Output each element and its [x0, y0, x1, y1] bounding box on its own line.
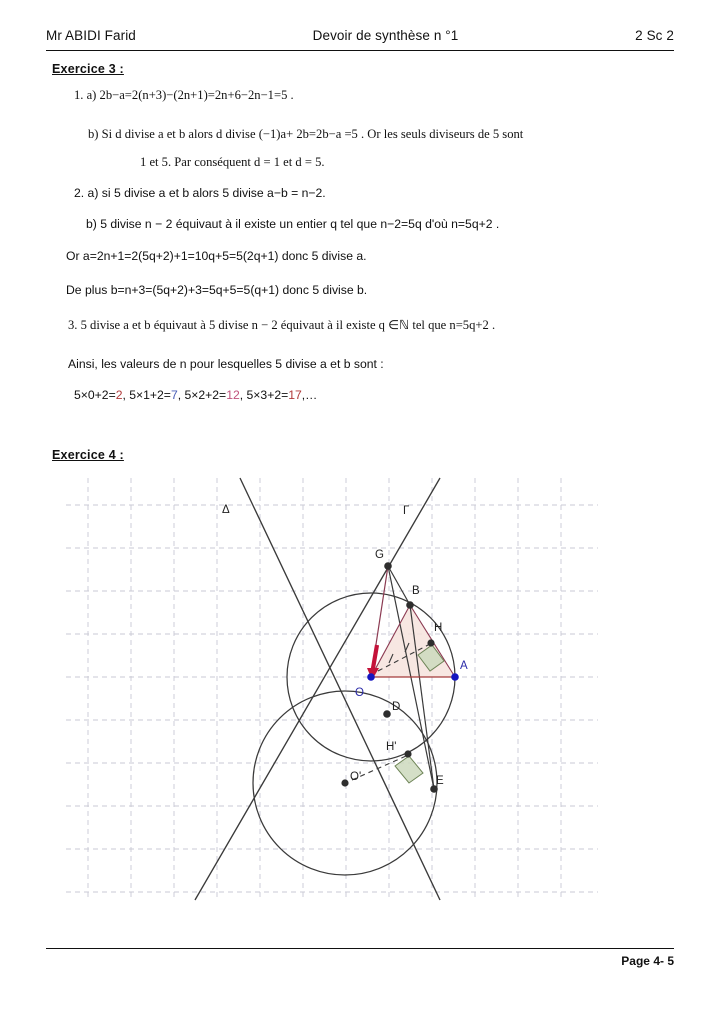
- result-part-3: 7: [170, 388, 178, 402]
- result-part-0: 5×0+2=: [74, 388, 116, 402]
- point-Hp: [404, 750, 411, 757]
- ex3-line-1b: b) Si d divise a et b alors d divise (−1)a+ 2b=2b−a =5 . Or les seuls diviseurs de 5 sont: [88, 127, 524, 141]
- point-H: [427, 639, 434, 646]
- point-D: [383, 710, 391, 718]
- geometry-figure-svg: [60, 472, 602, 904]
- result-part-6: , 5×3+2=: [239, 388, 289, 402]
- line-gamma: [195, 478, 443, 900]
- label-E: E: [436, 775, 444, 787]
- ex3-line-or: Or a=2n+1=2(5q+2)+1=10q+5=5(2q+1) donc 5 divise a.: [66, 249, 367, 263]
- label-Hp: H': [386, 741, 397, 753]
- point-Op: [341, 779, 348, 786]
- point-O: [367, 673, 375, 681]
- result-part-4: , 5×2+2=: [177, 388, 227, 402]
- figure-grid: [66, 478, 598, 900]
- ex3-line-ainsi: Ainsi, les valeurs de n pour lesquelles 5 divise a et b sont :: [68, 357, 384, 371]
- label-H: H: [434, 622, 443, 634]
- footer-divider: [46, 948, 674, 949]
- exercise-4-title: Exercice 4 :: [52, 448, 124, 462]
- ex3-result-values: [74, 388, 317, 402]
- geometry-figure: [60, 472, 602, 904]
- label-B: B: [412, 585, 420, 597]
- header-title: Devoir de synthèse n °1: [312, 28, 459, 43]
- right-angle-square-Hp: [395, 756, 423, 783]
- point-A: [451, 673, 459, 681]
- label-G: G: [375, 549, 384, 561]
- header-author: Mr ABIDI Farid: [46, 28, 136, 43]
- triangle-OBA: [371, 605, 455, 677]
- exercise-3-title: Exercice 3 :: [52, 62, 124, 76]
- point-B: [406, 601, 414, 609]
- result-part-7: 17: [288, 388, 302, 402]
- footer-page-number: Page 4- 5: [621, 954, 674, 968]
- result-part-1: 2: [115, 388, 123, 402]
- label-A: A: [460, 660, 468, 672]
- result-part-8: ,…: [301, 388, 318, 402]
- ex3-line-2b: b) 5 divise n − 2 équivaut à il existe un entier q tel que n−2=5q d'où n=5q+2 .: [86, 217, 500, 231]
- label-gamma: Γ: [403, 505, 410, 517]
- header-class: 2 Sc 2: [635, 28, 674, 43]
- point-G: [384, 562, 392, 570]
- ex3-line-deplus: De plus b=n+3=(5q+2)+3=5q+5=5(q+1) donc 5 divise b.: [66, 283, 368, 297]
- ex3-line-2a: 2. a) si 5 divise a et b alors 5 divise a−b = n−2.: [74, 186, 326, 200]
- ex3-line-1a: 1. a) 2b−a=2(n+3)−(2n+1)=2n+6−2n−1=5 .: [74, 88, 294, 102]
- result-part-2: , 5×1+2=: [122, 388, 171, 402]
- label-Op: O': [350, 771, 362, 783]
- label-delta: Δ: [222, 504, 230, 516]
- segment-GB: [388, 566, 410, 605]
- header-divider: [46, 50, 674, 51]
- label-O: O: [355, 687, 364, 699]
- ex3-line-1b-cont: 1 et 5. Par conséquent d = 1 et d = 5.: [140, 155, 325, 169]
- label-D: D: [392, 701, 401, 713]
- ex3-line-3: 3. 5 divise a et b équivaut à 5 divise n − 2 équivaut à il existe q ∈ℕ tel que n=5q+2 .: [68, 318, 496, 332]
- result-part-5: 12: [226, 388, 240, 402]
